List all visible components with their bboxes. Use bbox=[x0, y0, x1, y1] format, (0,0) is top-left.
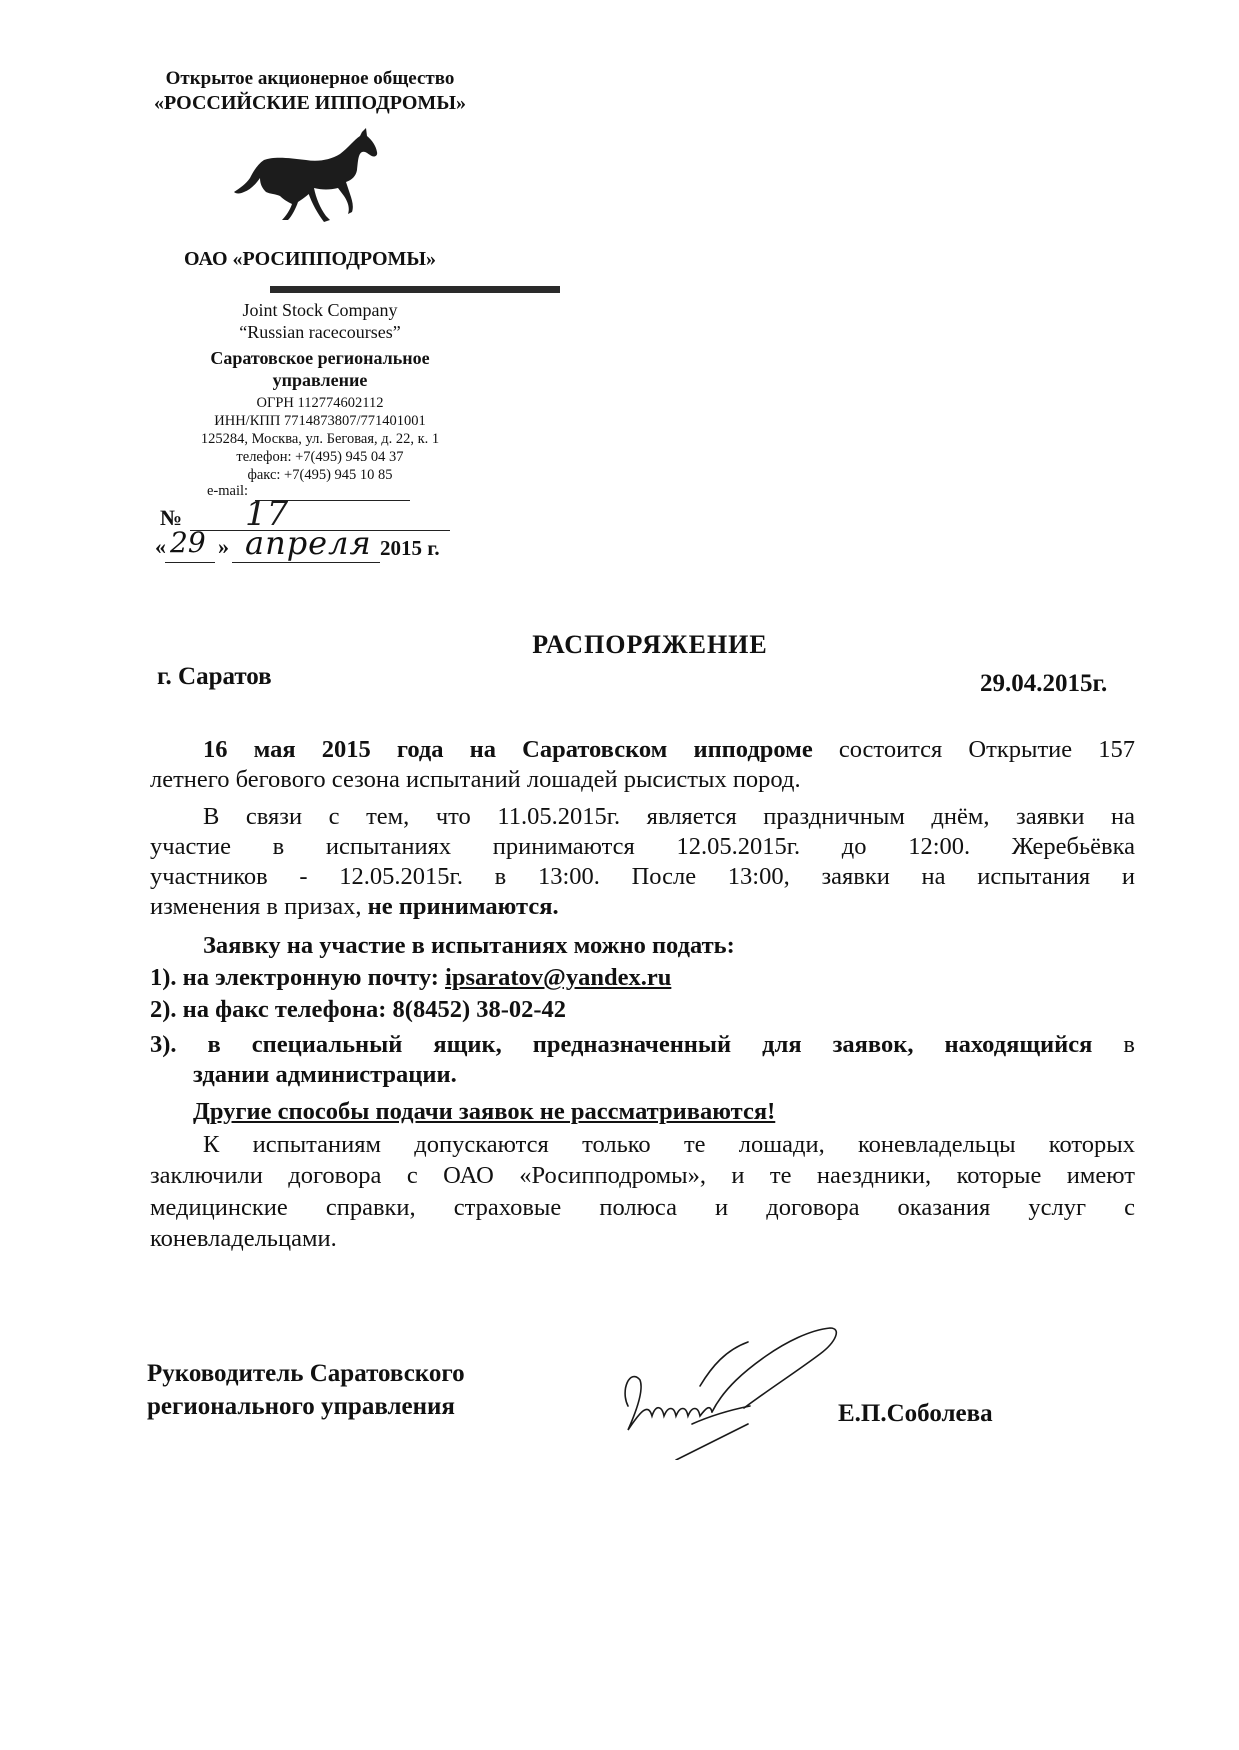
handwritten-number: 17 bbox=[245, 494, 289, 534]
paragraph-1-line-1 bbox=[150, 735, 1135, 765]
fax: факс: +7(495) 945 10 85 bbox=[247, 467, 393, 483]
org-short-name: ОАО «РОСИППОДРОМЫ» bbox=[183, 248, 437, 270]
paragraph-2-line-3: участников - 12.05.2015г. в 13:00. После 13:00, заявки на испытания и bbox=[150, 863, 1135, 890]
date-open-quote: « bbox=[155, 534, 166, 559]
list-item-fax: 2). на факс телефона: 8(8452) 38-02-42 bbox=[150, 996, 567, 1023]
header-rule bbox=[270, 286, 560, 293]
day-line bbox=[165, 562, 215, 563]
date-close-quote: » bbox=[218, 534, 229, 559]
handwritten-day: 29 bbox=[170, 526, 206, 559]
signatory-title-line1: Руководитель Саратовского bbox=[147, 1360, 465, 1387]
paragraph-4-line-2: заключили договора с ОАО «Росипподромы», и те наездники, которые имеют bbox=[150, 1162, 1135, 1189]
signatory-name: Е.П.Соболева bbox=[838, 1400, 993, 1427]
paragraph-2-line-4 bbox=[150, 892, 1135, 922]
paragraph-2-line-1: В связи с тем, что 11.05.2015г. является праздничным днём, заявки на bbox=[203, 803, 1135, 830]
handwritten-month: апреля bbox=[245, 524, 372, 562]
region-name-line1: Саратовское региональное bbox=[210, 348, 430, 368]
handwritten-signature bbox=[600, 1320, 860, 1460]
date-year: 2015 г. bbox=[380, 536, 440, 560]
region-name-line2: управление bbox=[272, 370, 368, 390]
p2-line4-plain: изменения в призах, bbox=[150, 893, 368, 920]
document-title: РАСПОРЯЖЕНИЕ bbox=[532, 630, 768, 659]
submission-intro: Заявку на участие в испытаниях можно подать: bbox=[203, 932, 735, 959]
paragraph-4-line-3: медицинские справки, страховые полюса и договора оказания услуг с bbox=[150, 1194, 1135, 1221]
horse-icon bbox=[230, 128, 390, 226]
list-item-email bbox=[150, 964, 671, 992]
email-link[interactable]: ipsaratov@yandex.ru bbox=[445, 964, 672, 991]
signatory-title-line2: регионального управления bbox=[147, 1393, 455, 1420]
list-item-box-bold: 3). в специальный ящик, предназначенный для заявок, находящийся bbox=[150, 1031, 1093, 1058]
address: 125284, Москва, ул. Беговая, д. 22, к. 1 bbox=[200, 431, 440, 447]
email-label: e-mail: bbox=[207, 483, 249, 499]
paragraph-4-line-1: К испытаниям допускаются только те лошади, коневладельцы которых bbox=[203, 1131, 1135, 1158]
org-english-line1: Joint Stock Company bbox=[242, 300, 398, 320]
org-full-name: Открытое акционерное общество bbox=[165, 68, 455, 89]
document-city: г. Саратов bbox=[157, 663, 272, 690]
org-english-line2: “Russian racecourses” bbox=[239, 322, 401, 342]
phone: телефон: +7(495) 945 04 37 bbox=[236, 449, 404, 465]
other-methods-notice: Другие способы подачи заявок не рассматриваются! bbox=[193, 1098, 776, 1125]
paragraph-2-line-2: участие в испытаниях принимаются 12.05.2015г. до 12:00. Жеребьёвка bbox=[150, 833, 1135, 860]
list-item-box bbox=[150, 1030, 1135, 1060]
list-item-box-line-2: здании администрации. bbox=[193, 1061, 457, 1088]
document-date: 29.04.2015г. bbox=[980, 670, 1108, 697]
list-item-box-plain: в bbox=[1092, 1031, 1135, 1058]
p1-rest: состоится Открытие 157 bbox=[812, 736, 1136, 763]
org-full-name-quoted: «РОССИЙСКИЕ ИППОДРОМЫ» bbox=[154, 92, 466, 114]
ogrn: ОГРН 112774602112 bbox=[256, 395, 384, 411]
number-label: № bbox=[160, 505, 183, 530]
inn-kpp: ИНН/КПП 7714873807/771401001 bbox=[214, 413, 426, 429]
month-line bbox=[232, 562, 380, 563]
p2-line4-bold: не принимаются. bbox=[367, 893, 559, 920]
list-item-email-label: 1). на электронную почту: bbox=[150, 964, 446, 991]
p1-bold-lead: 16 мая 2015 года на Саратовском ипподроме bbox=[203, 736, 813, 763]
paragraph-4-line-4: коневладельцами. bbox=[150, 1225, 337, 1252]
paragraph-1-line-2: летнего бегового сезона испытаний лошадей рысистых пород. bbox=[150, 766, 801, 793]
